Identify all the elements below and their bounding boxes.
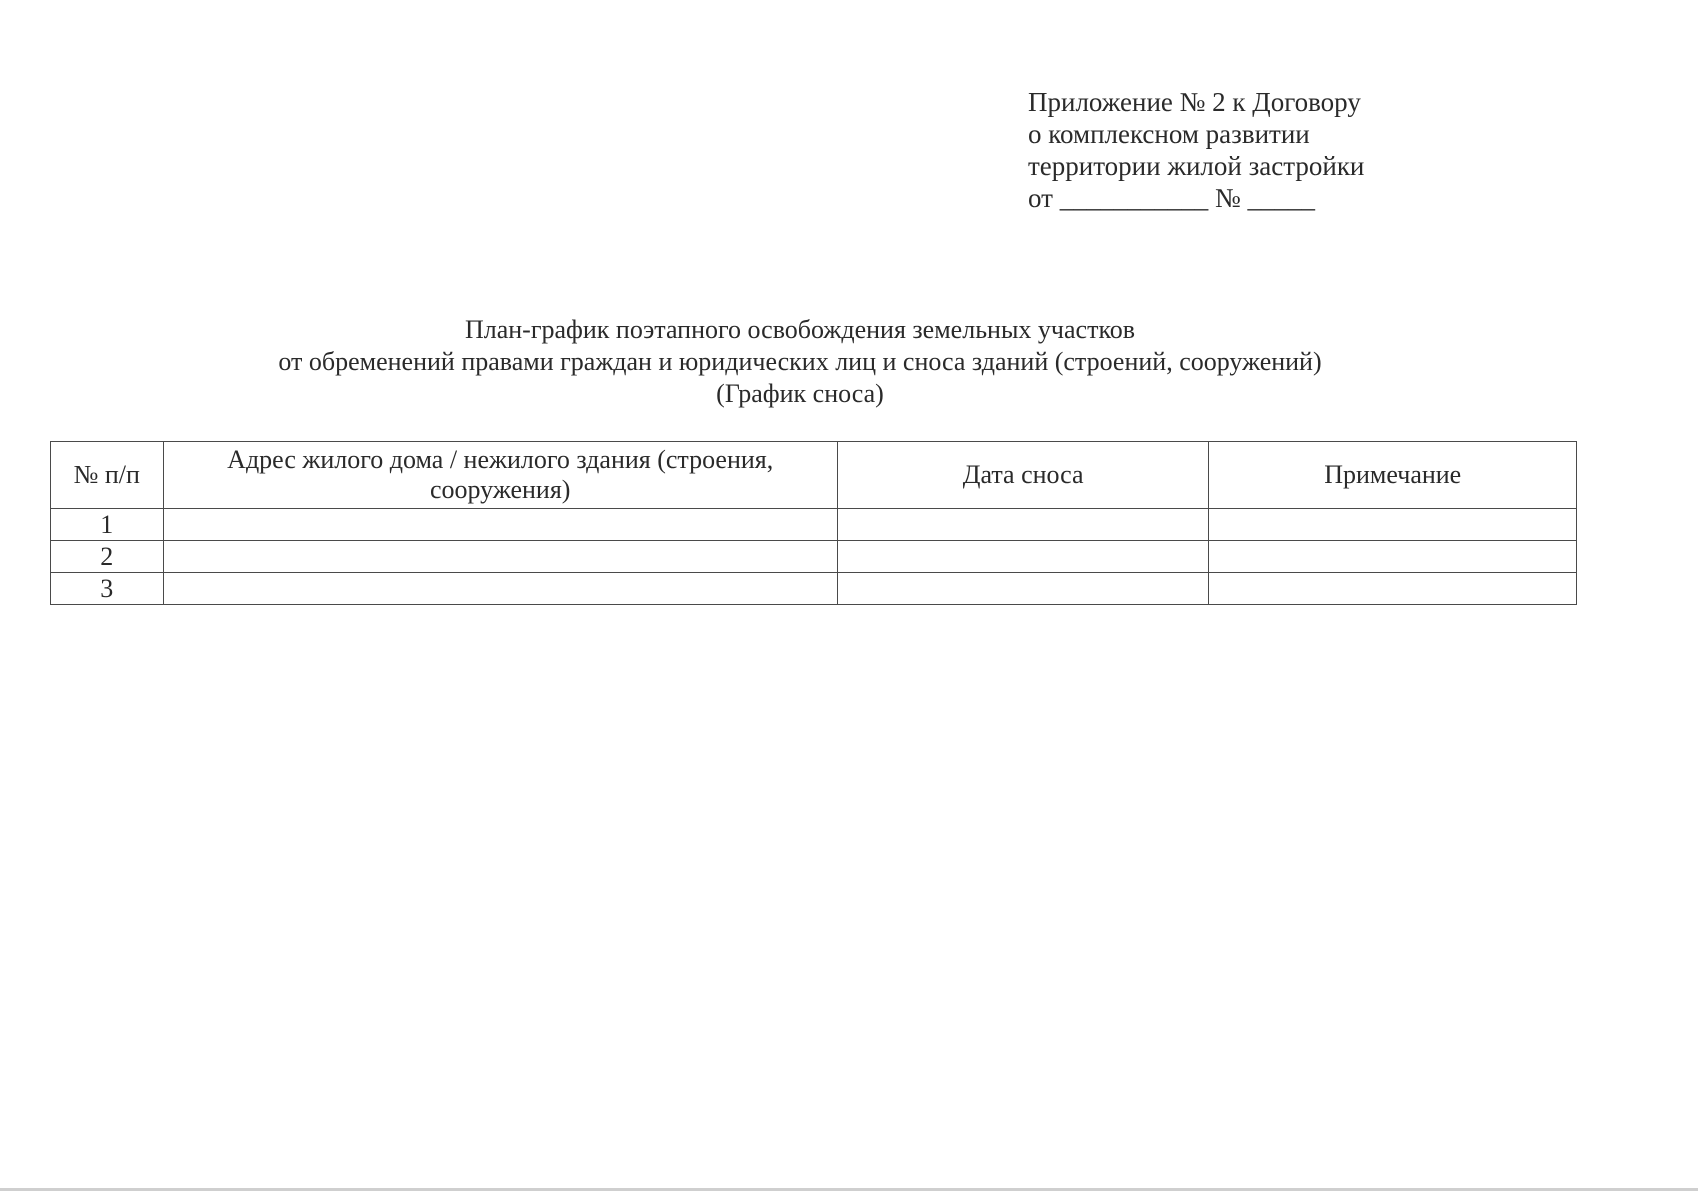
cell-demolition-date — [837, 573, 1209, 605]
table-row — [51, 509, 1577, 541]
cell-address — [163, 541, 837, 573]
cell-note — [1209, 509, 1577, 541]
header-address: Адрес жилого дома / нежилого здания (строения, сооружения) — [163, 442, 837, 509]
title-line: План-график поэтапного освобождения земельных участков — [464, 315, 1136, 344]
cell-demolition-date — [837, 541, 1209, 573]
header-number: № п/п — [51, 442, 164, 509]
cell-number: 2 — [51, 541, 164, 573]
demolition-schedule-table — [50, 441, 1577, 605]
table-row — [51, 573, 1577, 605]
table-header-row — [51, 442, 1577, 509]
appendix-line: о комплексном развитии — [1028, 119, 1310, 149]
cell-number: 1 — [51, 509, 164, 541]
appendix-line: Приложение № 2 к Договору — [1028, 87, 1361, 117]
table-row — [51, 541, 1577, 573]
document-title — [0, 314, 1600, 410]
cell-address — [163, 573, 837, 605]
appendix-line: территории жилой застройки — [1028, 151, 1365, 181]
cell-note — [1209, 573, 1577, 605]
cell-demolition-date — [837, 509, 1209, 541]
cell-note — [1209, 541, 1577, 573]
cell-address — [163, 509, 837, 541]
header-demolition-date: Дата сноса — [837, 442, 1209, 509]
scan-bottom-edge — [0, 1188, 1698, 1191]
appendix-header — [1028, 86, 1364, 214]
title-line: от обременений правами граждан и юридических лиц и сноса зданий (строений, сооружений) — [278, 347, 1322, 376]
header-note: Примечание — [1209, 442, 1577, 509]
cell-number: 3 — [51, 573, 164, 605]
appendix-line: от ___________ № _____ — [1028, 183, 1315, 213]
title-line: (График сноса) — [716, 379, 884, 408]
